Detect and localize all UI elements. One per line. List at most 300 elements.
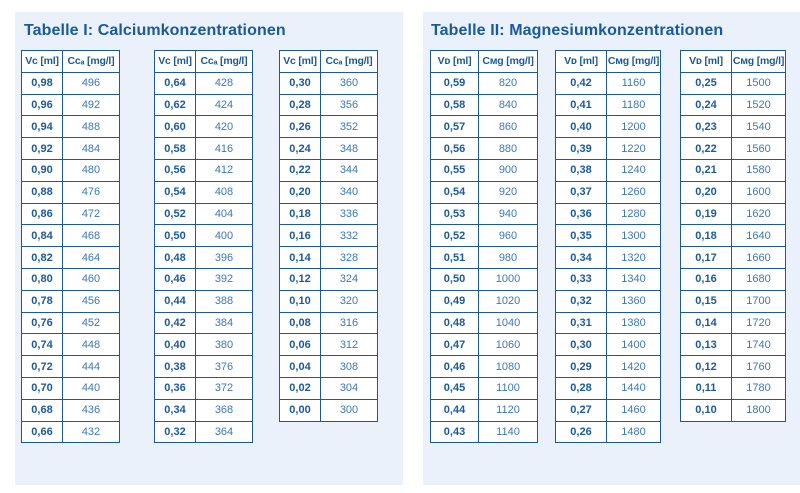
volume-cell: 0,29	[556, 356, 607, 378]
table-row	[280, 116, 378, 138]
concentration-cell: 464	[63, 247, 120, 269]
volume-header: Vᴄ [ml]	[155, 51, 196, 73]
concentration-cell: 336	[321, 203, 378, 225]
volume-cell: 0,06	[280, 334, 321, 356]
volume-cell: 0,51	[431, 247, 479, 269]
header-row	[280, 51, 378, 73]
concentration-cell: 468	[63, 225, 120, 247]
volume-cell: 0,90	[22, 159, 63, 181]
table-row	[556, 181, 661, 203]
table-row	[556, 290, 661, 312]
table-row	[155, 116, 253, 138]
volume-cell: 0,31	[556, 312, 607, 334]
concentration-cell: 1240	[607, 159, 661, 181]
volume-cell: 0,34	[556, 247, 607, 269]
volume-cell: 0,96	[22, 94, 63, 116]
concentration-cell: 344	[321, 159, 378, 181]
concentration-cell: 340	[321, 181, 378, 203]
concentration-header: Cᴍɡ [mg/l]	[607, 51, 661, 73]
concentration-cell: 1200	[607, 116, 661, 138]
concentration-cell: 1480	[607, 421, 661, 443]
volume-cell: 0,60	[155, 116, 196, 138]
concentration-cell: 1580	[732, 159, 786, 181]
table-row	[22, 290, 120, 312]
table-row	[155, 72, 253, 94]
volume-cell: 0,98	[22, 72, 63, 94]
magnesium-table-1	[430, 50, 538, 443]
table-row	[280, 356, 378, 378]
volume-cell: 0,32	[556, 290, 607, 312]
volume-cell: 0,37	[556, 181, 607, 203]
volume-cell: 0,39	[556, 138, 607, 160]
volume-cell: 0,64	[155, 72, 196, 94]
volume-cell: 0,38	[556, 159, 607, 181]
table-row	[556, 247, 661, 269]
concentration-cell: 1700	[732, 290, 786, 312]
volume-cell: 0,10	[280, 290, 321, 312]
concentration-cell: 376	[196, 356, 253, 378]
volume-cell: 0,49	[431, 290, 479, 312]
volume-cell: 0,20	[681, 181, 732, 203]
concentration-cell: 1680	[732, 268, 786, 290]
volume-cell: 0,21	[681, 159, 732, 181]
concentration-cell: 348	[321, 138, 378, 160]
table-row	[431, 225, 538, 247]
table-row	[556, 399, 661, 421]
concentration-cell: 384	[196, 312, 253, 334]
table-row	[280, 290, 378, 312]
concentration-cell: 940	[479, 203, 538, 225]
volume-cell: 0,44	[431, 399, 479, 421]
concentration-header: Cᴄₐ [mg/l]	[321, 51, 378, 73]
volume-cell: 0,18	[681, 225, 732, 247]
volume-cell: 0,40	[556, 116, 607, 138]
volume-cell: 0,12	[681, 356, 732, 378]
volume-cell: 0,16	[280, 225, 321, 247]
concentration-cell: 444	[63, 356, 120, 378]
table-row	[22, 377, 120, 399]
volume-cell: 0,26	[280, 116, 321, 138]
volume-cell: 0,54	[431, 181, 479, 203]
volume-cell: 0,25	[681, 72, 732, 94]
concentration-cell: 380	[196, 334, 253, 356]
table-row	[280, 138, 378, 160]
volume-cell: 0,14	[280, 247, 321, 269]
magnesium-table-title: Tabelle II: Magnesiumkonzentrationen	[431, 22, 724, 39]
concentration-cell: 452	[63, 312, 120, 334]
header-row	[22, 51, 120, 73]
concentration-cell: 300	[321, 399, 378, 421]
concentration-cell: 412	[196, 159, 253, 181]
table-row	[155, 312, 253, 334]
concentration-cell: 420	[196, 116, 253, 138]
calcium-table-2	[154, 50, 253, 443]
concentration-cell: 368	[196, 399, 253, 421]
volume-cell: 0,24	[280, 138, 321, 160]
table-row	[556, 268, 661, 290]
volume-cell: 0,33	[556, 268, 607, 290]
concentration-cell: 308	[321, 356, 378, 378]
volume-cell: 0,47	[431, 334, 479, 356]
concentration-cell: 1320	[607, 247, 661, 269]
header-row	[556, 51, 661, 73]
table-row	[22, 94, 120, 116]
concentration-cell: 1120	[479, 399, 538, 421]
volume-cell: 0,56	[431, 138, 479, 160]
table-row	[556, 356, 661, 378]
concentration-cell: 1100	[479, 377, 538, 399]
concentration-cell: 1360	[607, 290, 661, 312]
concentration-cell: 1660	[732, 247, 786, 269]
table-row	[681, 268, 786, 290]
concentration-cell: 1060	[479, 334, 538, 356]
concentration-cell: 324	[321, 268, 378, 290]
volume-cell: 0,18	[280, 203, 321, 225]
concentration-cell: 1000	[479, 268, 538, 290]
table-row	[155, 399, 253, 421]
volume-cell: 0,59	[431, 72, 479, 94]
table-row	[22, 225, 120, 247]
concentration-cell: 432	[63, 421, 120, 443]
concentration-cell: 448	[63, 334, 120, 356]
concentration-cell: 360	[321, 72, 378, 94]
table-row	[681, 203, 786, 225]
table-row	[155, 138, 253, 160]
concentration-cell: 492	[63, 94, 120, 116]
volume-cell: 0,22	[681, 138, 732, 160]
concentration-cell: 488	[63, 116, 120, 138]
concentration-cell: 404	[196, 203, 253, 225]
table-row	[155, 377, 253, 399]
concentration-cell: 428	[196, 72, 253, 94]
table-row	[280, 268, 378, 290]
concentration-cell: 484	[63, 138, 120, 160]
concentration-header: Cᴄₐ [mg/l]	[63, 51, 120, 73]
volume-cell: 0,68	[22, 399, 63, 421]
concentration-cell: 476	[63, 181, 120, 203]
table-row	[431, 312, 538, 334]
concentration-cell: 396	[196, 247, 253, 269]
concentration-cell: 312	[321, 334, 378, 356]
volume-cell: 0,48	[431, 312, 479, 334]
concentration-cell: 1760	[732, 356, 786, 378]
table-row	[556, 159, 661, 181]
table-row	[280, 312, 378, 334]
volume-cell: 0,36	[556, 203, 607, 225]
table-row	[155, 247, 253, 269]
concentration-cell: 1280	[607, 203, 661, 225]
volume-cell: 0,72	[22, 356, 63, 378]
volume-cell: 0,76	[22, 312, 63, 334]
concentration-cell: 460	[63, 268, 120, 290]
volume-cell: 0,45	[431, 377, 479, 399]
table-row	[431, 268, 538, 290]
concentration-cell: 1220	[607, 138, 661, 160]
concentration-cell: 1160	[607, 72, 661, 94]
volume-cell: 0,26	[556, 421, 607, 443]
table-row	[431, 203, 538, 225]
volume-cell: 0,74	[22, 334, 63, 356]
table-row	[681, 312, 786, 334]
volume-cell: 0,52	[155, 203, 196, 225]
concentration-header: Cᴍɡ [mg/l]	[479, 51, 538, 73]
table-row	[556, 203, 661, 225]
table-row	[431, 72, 538, 94]
concentration-cell: 456	[63, 290, 120, 312]
table-row	[681, 334, 786, 356]
volume-cell: 0,84	[22, 225, 63, 247]
volume-cell: 0,56	[155, 159, 196, 181]
table-row	[431, 399, 538, 421]
concentration-cell: 392	[196, 268, 253, 290]
table-row	[155, 203, 253, 225]
concentration-header: Cᴍɡ [mg/l]	[732, 51, 786, 73]
concentration-cell: 960	[479, 225, 538, 247]
concentration-cell: 436	[63, 399, 120, 421]
concentration-cell: 1800	[732, 399, 786, 421]
volume-cell: 0,32	[155, 421, 196, 443]
concentration-cell: 1560	[732, 138, 786, 160]
concentration-cell: 352	[321, 116, 378, 138]
concentration-cell: 1380	[607, 312, 661, 334]
volume-cell: 0,28	[280, 94, 321, 116]
concentration-cell: 1300	[607, 225, 661, 247]
table-row	[280, 94, 378, 116]
table-row	[681, 116, 786, 138]
table-row	[681, 181, 786, 203]
volume-cell: 0,38	[155, 356, 196, 378]
table-row	[22, 116, 120, 138]
table-row	[280, 72, 378, 94]
table-row	[22, 356, 120, 378]
concentration-cell: 400	[196, 225, 253, 247]
magnesium-table-3	[680, 50, 786, 422]
volume-cell: 0,30	[556, 334, 607, 356]
concentration-cell: 472	[63, 203, 120, 225]
table-row	[22, 312, 120, 334]
table-row	[280, 334, 378, 356]
volume-cell: 0,66	[22, 421, 63, 443]
calcium-table-title: Tabelle I: Calciumkonzentrationen	[24, 22, 286, 39]
concentration-cell: 408	[196, 181, 253, 203]
volume-cell: 0,16	[681, 268, 732, 290]
concentration-cell: 316	[321, 312, 378, 334]
concentration-cell: 820	[479, 72, 538, 94]
table-row	[22, 247, 120, 269]
volume-cell: 0,04	[280, 356, 321, 378]
concentration-cell: 1080	[479, 356, 538, 378]
volume-cell: 0,02	[280, 377, 321, 399]
table-row	[155, 421, 253, 443]
concentration-cell: 440	[63, 377, 120, 399]
volume-cell: 0,57	[431, 116, 479, 138]
volume-header: Vᴄ [ml]	[280, 51, 321, 73]
concentration-cell: 1720	[732, 312, 786, 334]
table-row	[280, 181, 378, 203]
table-row	[280, 247, 378, 269]
concentration-cell: 1180	[607, 94, 661, 116]
table-row	[681, 138, 786, 160]
concentration-cell: 1340	[607, 268, 661, 290]
table-row	[155, 181, 253, 203]
table-row	[280, 225, 378, 247]
table-row	[556, 334, 661, 356]
concentration-cell: 496	[63, 72, 120, 94]
table-row	[431, 138, 538, 160]
volume-cell: 0,46	[155, 268, 196, 290]
table-row	[681, 290, 786, 312]
concentration-header: Cᴄₐ [mg/l]	[196, 51, 253, 73]
concentration-cell: 328	[321, 247, 378, 269]
header-row	[155, 51, 253, 73]
volume-cell: 0,00	[280, 399, 321, 421]
volume-cell: 0,78	[22, 290, 63, 312]
volume-cell: 0,12	[280, 268, 321, 290]
table-row	[556, 377, 661, 399]
concentration-cell: 356	[321, 94, 378, 116]
volume-header: Vᴅ [ml]	[681, 51, 732, 73]
table-row	[155, 94, 253, 116]
concentration-cell: 1420	[607, 356, 661, 378]
table-row	[681, 94, 786, 116]
concentration-cell: 320	[321, 290, 378, 312]
table-row	[431, 181, 538, 203]
magnesium-panel	[423, 12, 800, 485]
table-row	[431, 356, 538, 378]
volume-cell: 0,50	[155, 225, 196, 247]
volume-header: Vᴅ [ml]	[556, 51, 607, 73]
volume-cell: 0,34	[155, 399, 196, 421]
volume-cell: 0,54	[155, 181, 196, 203]
concentration-cell: 1520	[732, 94, 786, 116]
volume-cell: 0,42	[556, 72, 607, 94]
concentration-cell: 1400	[607, 334, 661, 356]
concentration-cell: 1780	[732, 377, 786, 399]
table-row	[22, 421, 120, 443]
concentration-cell: 416	[196, 138, 253, 160]
concentration-cell: 1640	[732, 225, 786, 247]
volume-cell: 0,92	[22, 138, 63, 160]
concentration-cell: 860	[479, 116, 538, 138]
concentration-cell: 980	[479, 247, 538, 269]
volume-cell: 0,14	[681, 312, 732, 334]
table-row	[155, 356, 253, 378]
table-row	[431, 334, 538, 356]
volume-cell: 0,42	[155, 312, 196, 334]
table-row	[681, 72, 786, 94]
volume-cell: 0,08	[280, 312, 321, 334]
volume-cell: 0,28	[556, 377, 607, 399]
volume-cell: 0,86	[22, 203, 63, 225]
volume-cell: 0,30	[280, 72, 321, 94]
volume-cell: 0,27	[556, 399, 607, 421]
volume-cell: 0,80	[22, 268, 63, 290]
table-row	[681, 247, 786, 269]
volume-header: Vᴄ [ml]	[22, 51, 63, 73]
volume-cell: 0,19	[681, 203, 732, 225]
table-row	[556, 421, 661, 443]
volume-header: Vᴅ [ml]	[431, 51, 479, 73]
table-row	[431, 421, 538, 443]
table-row	[22, 334, 120, 356]
calcium-table-3	[279, 50, 378, 422]
concentration-cell: 880	[479, 138, 538, 160]
table-row	[280, 399, 378, 421]
concentration-cell: 1600	[732, 181, 786, 203]
table-row	[22, 72, 120, 94]
volume-cell: 0,44	[155, 290, 196, 312]
table-row	[556, 72, 661, 94]
table-row	[556, 138, 661, 160]
concentration-cell: 1540	[732, 116, 786, 138]
table-row	[155, 159, 253, 181]
table-row	[431, 159, 538, 181]
table-row	[22, 203, 120, 225]
concentration-cell: 424	[196, 94, 253, 116]
table-row	[431, 116, 538, 138]
table-row	[681, 159, 786, 181]
concentration-cell: 1460	[607, 399, 661, 421]
concentration-cell: 332	[321, 225, 378, 247]
table-row	[556, 312, 661, 334]
volume-cell: 0,17	[681, 247, 732, 269]
volume-cell: 0,11	[681, 377, 732, 399]
volume-cell: 0,70	[22, 377, 63, 399]
volume-cell: 0,35	[556, 225, 607, 247]
header-row	[681, 51, 786, 73]
table-row	[22, 181, 120, 203]
table-row	[431, 290, 538, 312]
volume-cell: 0,41	[556, 94, 607, 116]
volume-cell: 0,24	[681, 94, 732, 116]
table-row	[431, 247, 538, 269]
volume-cell: 0,55	[431, 159, 479, 181]
concentration-cell: 372	[196, 377, 253, 399]
table-row	[681, 225, 786, 247]
concentration-cell: 900	[479, 159, 538, 181]
concentration-cell: 920	[479, 181, 538, 203]
volume-cell: 0,15	[681, 290, 732, 312]
concentration-cell: 1620	[732, 203, 786, 225]
volume-cell: 0,53	[431, 203, 479, 225]
volume-cell: 0,23	[681, 116, 732, 138]
volume-cell: 0,58	[155, 138, 196, 160]
volume-cell: 0,46	[431, 356, 479, 378]
volume-cell: 0,58	[431, 94, 479, 116]
volume-cell: 0,88	[22, 181, 63, 203]
volume-cell: 0,43	[431, 421, 479, 443]
table-row	[22, 399, 120, 421]
header-row	[431, 51, 538, 73]
concentration-cell: 1040	[479, 312, 538, 334]
table-row	[681, 377, 786, 399]
table-row	[22, 159, 120, 181]
concentration-cell: 1740	[732, 334, 786, 356]
table-row	[431, 377, 538, 399]
concentration-cell: 1260	[607, 181, 661, 203]
concentration-cell: 388	[196, 290, 253, 312]
concentration-cell: 1140	[479, 421, 538, 443]
table-row	[556, 116, 661, 138]
volume-cell: 0,10	[681, 399, 732, 421]
concentration-cell: 1020	[479, 290, 538, 312]
calcium-table-1	[21, 50, 120, 443]
table-row	[681, 356, 786, 378]
volume-cell: 0,48	[155, 247, 196, 269]
volume-cell: 0,40	[155, 334, 196, 356]
table-row	[280, 203, 378, 225]
volume-cell: 0,52	[431, 225, 479, 247]
